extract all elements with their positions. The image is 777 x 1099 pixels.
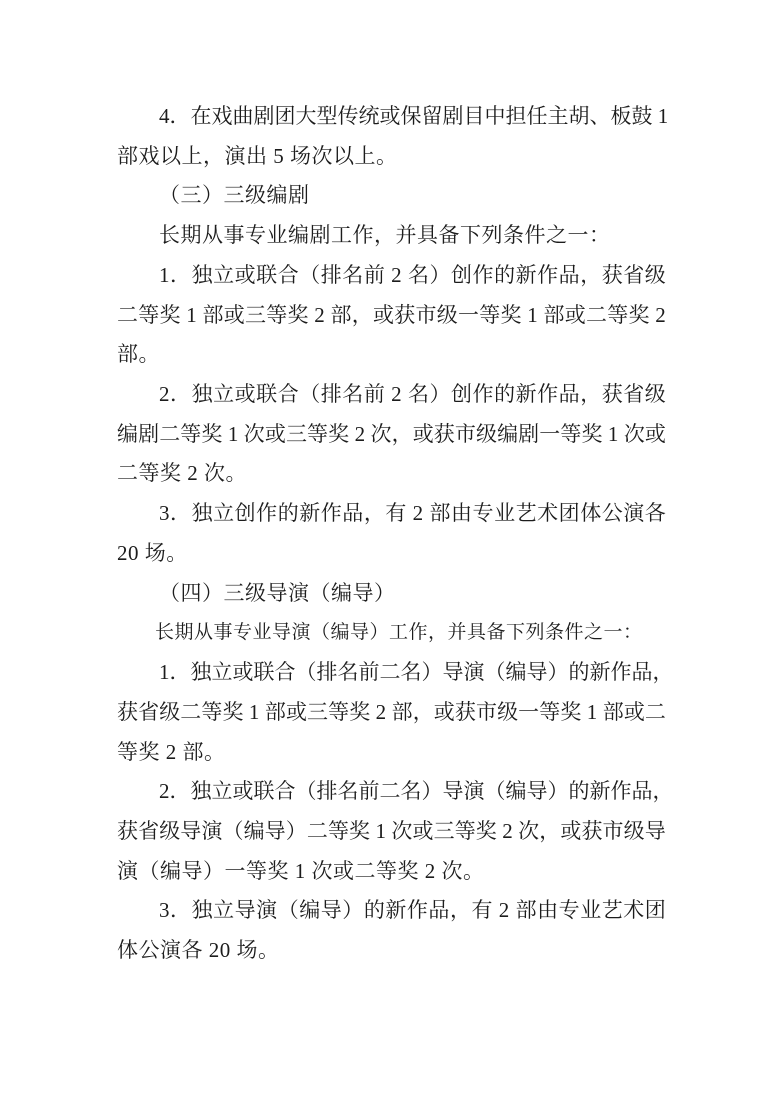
text-block <box>117 97 674 971</box>
text-line-11: 3 ． 独 立 创 作 的 新 作 品 ， 有 2 部 由 专 业 艺 术 团 体 公 演 各 <box>159 501 666 526</box>
text-line-6: 二 等 奖 1 部 或 三 等 奖 2 部 ， 或 获 市 级 一 等 奖 1 部 或 二 等 奖 2 <box>117 302 666 327</box>
text-line-12: 20 场。 <box>117 540 188 565</box>
text-line-7: 部。 <box>117 342 160 367</box>
text-line-8: 2 ． 独 立 或 联 合 （ 排 名 前 2 名 ） 创 作 的 新 作 品 ， 获 省 级 <box>159 382 666 407</box>
text-line-21: 3 ． 独 立 导 演 （ 编 导 ） 的 新 作 品 ， 有 2 部 由 专 业 艺 术 团 <box>159 898 666 923</box>
text-line-9: 编 剧 二 等 奖 1 次 或 三 等 奖 2 次 ， 或 获 市 级 编 剧 一 等 奖 1 次 或 <box>117 421 666 446</box>
section-heading-level3-scriptwriter: （三）三级编剧 <box>159 183 310 208</box>
text-line-16: 获 省 级 二 等 奖 1 部 或 三 等 奖 2 部 ， 或 获 市 级 一 等 奖 1 部 或 二 <box>117 699 666 724</box>
text-line-4: 长期从事专业编剧工作，并具备下列条件之一： <box>159 223 611 248</box>
text-line-19: 获 省 级 导 演 （ 编 导 ） 二 等 奖 1 次 或 三 等 奖 2 次 ， 或 获 市 级 导 <box>117 818 666 843</box>
text-line-1: 4 ． 在 戏 曲 剧 团 大 型 传 统 或 保 留 剧 目 中 担 任 主 胡 、 板 鼓 1 <box>159 104 669 128</box>
text-line-2: 部戏以上，演出 5 场次以上。 <box>117 143 398 168</box>
section-heading-level3-director: （四）三级导演（编导） <box>159 580 396 605</box>
text-line-17: 等奖 2 部。 <box>117 739 226 764</box>
text-line-20: 演（编导）一等奖 1 次或二等奖 2 次。 <box>117 858 485 883</box>
text-line-5: 1 ． 独 立 或 联 合 （ 排 名 前 2 名 ） 创 作 的 新 作 品 ， 获 省 级 <box>159 262 666 287</box>
text-line-10: 二等奖 2 次。 <box>117 461 247 486</box>
text-line-22: 体公演各 20 场。 <box>117 938 280 963</box>
text-line-15: 1 ． 独 立 或 联 合 （ 排 名 前 二 名 ） 导 演 （ 编 导 ） 的 新 作 品 ， <box>159 660 674 685</box>
text-line-18: 2 ． 独 立 或 联 合 （ 排 名 前 二 名 ） 导 演 （ 编 导 ） 的 新 作 品 ， <box>159 779 674 804</box>
text-line-14: 长期从事专业导演（编导）工作，并具备下列条件之一： <box>155 622 643 644</box>
